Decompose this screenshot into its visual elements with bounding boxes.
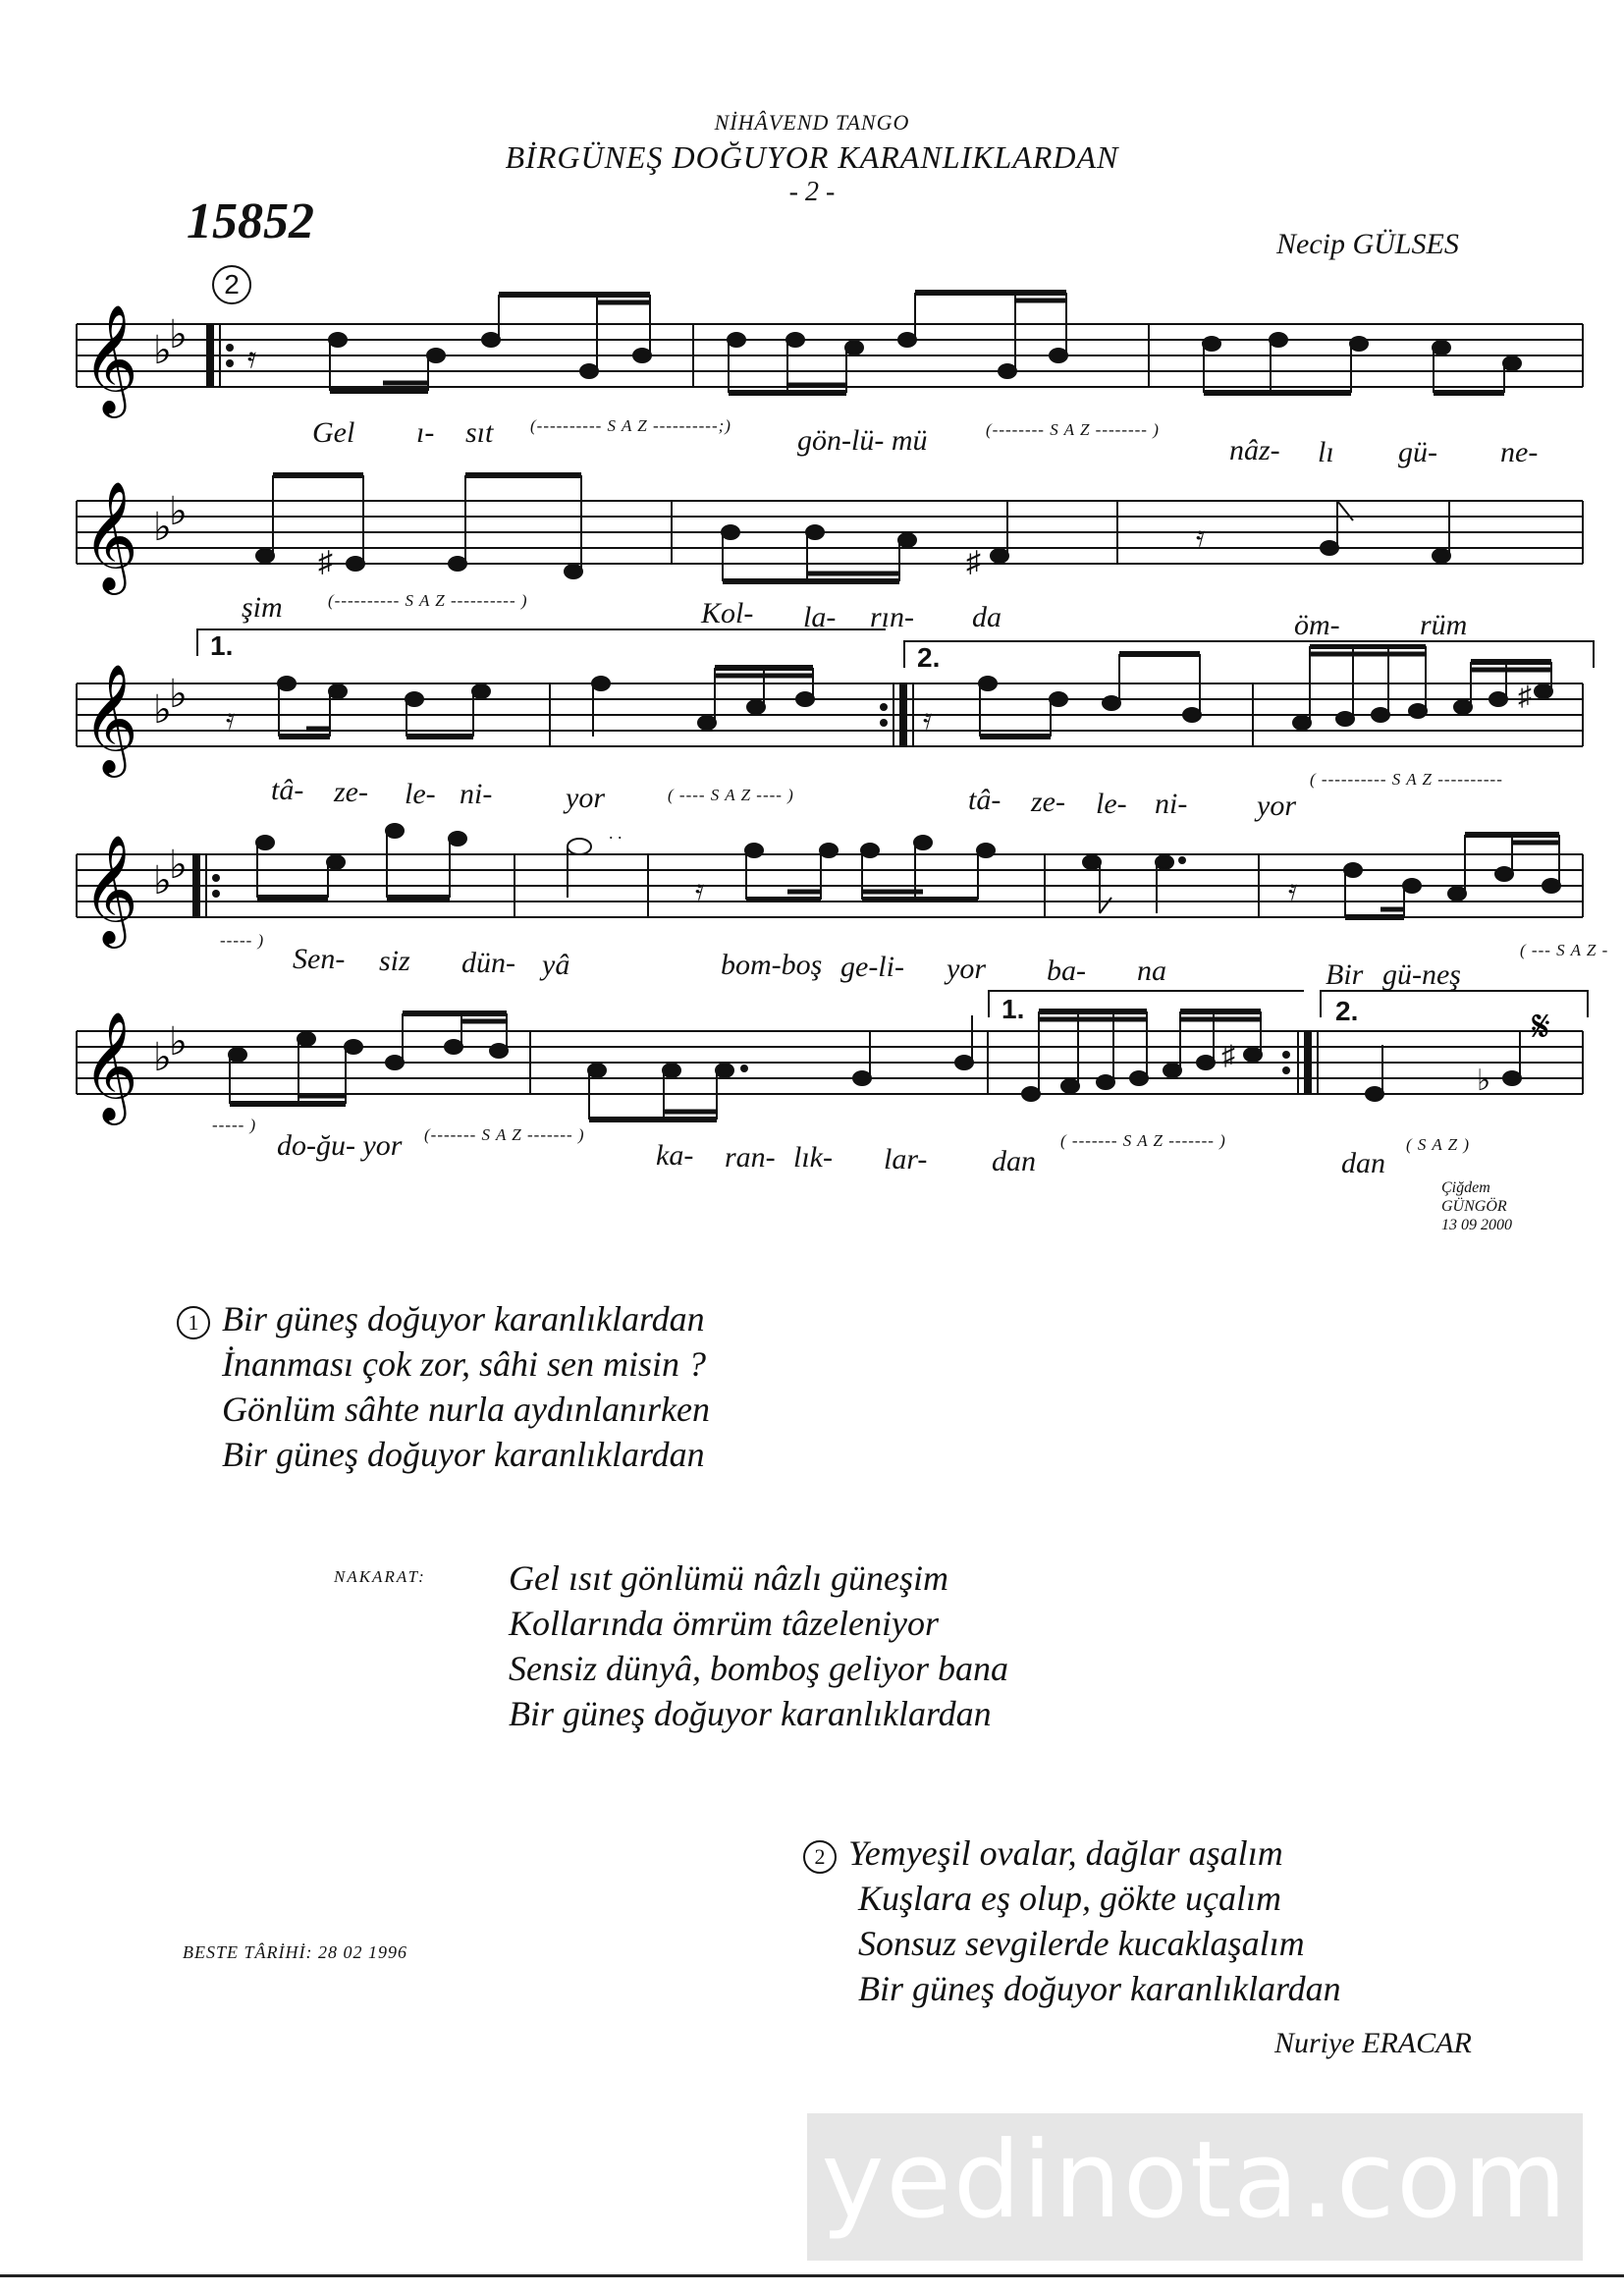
score-number: 15852 — [187, 193, 314, 249]
segno-icon: 𝄋 — [1532, 1002, 1550, 1052]
arranger-first-name: Çiğdem — [1441, 1179, 1490, 1196]
lyric: Gel — [312, 416, 355, 449]
treble-clef-icon: 𝄞 — [82, 303, 138, 413]
lyric: şim — [242, 591, 283, 624]
verse-2-line — [803, 1830, 1341, 1876]
flat-icon: ♭ — [153, 328, 172, 373]
saz-marking: (-------- S A Z -------- ) — [986, 420, 1160, 439]
flat-icon: ♭ — [169, 1019, 188, 1065]
lyric: gü-neş — [1382, 958, 1461, 991]
flat-icon: ♭ — [169, 489, 188, 534]
lyric: dan — [992, 1145, 1036, 1177]
volta-2-label: 2. — [1335, 996, 1359, 1026]
lyric: dan — [1341, 1147, 1385, 1179]
lyric: nâz- — [1229, 434, 1280, 466]
arranger-credit — [1441, 1178, 1512, 1234]
treble-clef-icon: 𝄞 — [82, 480, 138, 590]
rest-icon: 𝄿 — [247, 341, 257, 375]
saz-marking: ----- ) — [220, 931, 265, 950]
flat-icon: ♭ — [169, 312, 188, 357]
lyric: Sen- — [293, 943, 346, 975]
staff-2-svg — [59, 462, 1591, 609]
lyric: ne- — [1500, 436, 1539, 468]
verse-1-marker: 1 — [177, 1306, 210, 1339]
saz-marking: ( ---------- S A Z ---------- — [1310, 770, 1503, 789]
flat-icon: ♭ — [153, 1035, 172, 1080]
svg-text:♯: ♯ — [1518, 682, 1532, 712]
saz-marking: ( S A Z ) — [1406, 1135, 1471, 1154]
refrain-line: Gel ısıt gönlümü nâzlı güneşim — [509, 1558, 948, 1598]
staff-1 — [59, 285, 1591, 442]
svg-text:♯: ♯ — [966, 546, 981, 578]
lyric: ze- — [334, 776, 368, 808]
treble-clef-icon: 𝄞 — [82, 1010, 138, 1120]
refrain-line: Bir güneş doğuyor karanlıklardan — [509, 1694, 992, 1733]
lyric: rın- — [870, 601, 914, 633]
lyric: rüm — [1420, 609, 1468, 641]
genre-label: NİHÂVEND TANGO — [714, 110, 910, 135]
flat-icon: ♭ — [169, 843, 188, 888]
svg-text:𝄿: 𝄿 — [226, 702, 236, 737]
saz-marking: ( ---- S A Z ---- ) — [668, 786, 794, 804]
verse-2-line: Bir güneş doğuyor karanlıklardan — [858, 1969, 1341, 2008]
verse-2-line-text: Yemyeşil ovalar, dağlar aşalım — [848, 1833, 1283, 1873]
svg-text:𝄿: 𝄿 — [923, 702, 933, 737]
lyric: do-ğu- yor — [277, 1129, 403, 1162]
verse-2-marker: 2 — [803, 1840, 837, 1874]
verse-2-line: Kuşlara eş olup, gökte uçalım — [858, 1879, 1281, 1918]
svg-text:♯: ♯ — [1221, 1041, 1235, 1071]
lyric: ge-li- — [840, 951, 904, 983]
lyric: la- — [803, 601, 837, 633]
staff-4-svg — [59, 815, 1591, 962]
svg-text:𝄿: 𝄿 — [1196, 519, 1206, 554]
arranger-last-name: GÜNGÖR — [1441, 1198, 1507, 1215]
lyric: sıt — [465, 416, 494, 449]
volta-2-label: 2. — [917, 642, 941, 673]
verse-1-line: Gönlüm sâhte nurla aydınlanırken — [222, 1390, 710, 1429]
staff-5-svg — [59, 992, 1591, 1139]
svg-text:♯: ♯ — [318, 546, 333, 578]
lyric: ı- — [416, 416, 435, 449]
lyric: tâ- — [968, 784, 1001, 816]
verse-1-line: Bir güneş doğuyor karanlıklardan — [222, 1435, 705, 1474]
lyric: yor — [566, 782, 605, 814]
lyric: gü- — [1398, 436, 1437, 468]
lyric: tâ- — [271, 774, 304, 806]
staff-1-svg — [59, 285, 1591, 442]
lyric: yor — [1257, 790, 1296, 822]
lyric: ba- — [1047, 955, 1086, 987]
refrain-label: NAKARAT: — [334, 1567, 426, 1586]
refrain-line: Sensiz dünyâ, bomboş geliyor bana — [509, 1649, 1008, 1688]
lyric: öm- — [1294, 609, 1340, 641]
volta-1-label: 1. — [1001, 994, 1025, 1024]
lyric: ni- — [1155, 788, 1188, 820]
compose-date: BESTE TÂRİHİ: 28 02 1996 — [183, 1942, 407, 1962]
svg-text:𝄿: 𝄿 — [695, 873, 705, 907]
flat-icon: ♭ — [153, 687, 172, 733]
flat-icon: ♭ — [153, 858, 172, 903]
saz-marking: ----- ) — [212, 1116, 257, 1134]
flat-icon: ♭ — [153, 505, 172, 550]
treble-clef-icon: 𝄞 — [82, 834, 138, 944]
composer-name: Necip GÜLSES — [1276, 228, 1459, 260]
lyric: bom-boş — [721, 949, 823, 981]
flat-icon: ♭ — [169, 672, 188, 717]
lyric: siz — [379, 945, 410, 977]
verse-1-line — [177, 1296, 710, 1341]
lyric: ze- — [1031, 786, 1065, 818]
saz-marking: ( ------- S A Z ------- ) — [1060, 1131, 1226, 1150]
lyric: yâ — [542, 949, 570, 981]
lyric: lı — [1318, 436, 1334, 468]
svg-text:. .: . . — [609, 823, 623, 843]
lyric: ni- — [460, 778, 493, 810]
staff-2 — [59, 462, 1591, 609]
lyric: le- — [1096, 788, 1127, 820]
saz-marking: (------- S A Z ------- ) — [424, 1125, 585, 1144]
lyric: da — [972, 601, 1001, 633]
volta-1-label: 1. — [210, 630, 234, 661]
verse-1-line-text: Bir güneş doğuyor karanlıklardan — [222, 1299, 705, 1338]
lyric: Bir — [1326, 958, 1364, 991]
lyric: le- — [405, 778, 436, 810]
arranger-date: 13 09 2000 — [1441, 1217, 1512, 1233]
lyric: yor — [947, 953, 986, 985]
treble-clef-icon: 𝄞 — [82, 663, 138, 773]
saz-marking: (---------- S A Z ----------;) — [530, 416, 731, 435]
song-title: BİRGÜNEŞ DOĞUYOR KARANLIKLARDAN — [505, 139, 1119, 175]
saz-marking: ( --- S A Z - — [1520, 941, 1609, 959]
refrain-line: Kollarında ömrüm tâzeleniyor — [509, 1604, 939, 1643]
lyric: Kol- — [701, 597, 754, 629]
lyric: ran- — [725, 1141, 776, 1174]
lyric: ka- — [656, 1139, 694, 1172]
lyric: lık- — [793, 1141, 833, 1174]
page-number: - 2 - — [788, 177, 836, 207]
lyricist-name: Nuriye ERACAR — [1274, 2027, 1472, 2059]
svg-text:♭: ♭ — [1477, 1065, 1491, 1097]
lyric: lar- — [884, 1143, 928, 1175]
saz-marking: (---------- S A Z ---------- ) — [328, 591, 528, 610]
scan-border-line — [0, 2274, 1624, 2277]
verse-1-line: İnanması çok zor, sâhi sen misin ? — [222, 1344, 706, 1384]
staff-4 — [59, 815, 1591, 962]
section-mark-number: 2 — [224, 269, 240, 300]
lyric: dün- — [461, 947, 515, 979]
verse-2 — [803, 1830, 1341, 2011]
lyric: na — [1137, 955, 1166, 987]
lyric: gön-lü- mü — [797, 424, 928, 457]
staff-5 — [59, 992, 1591, 1139]
verse-1 — [177, 1296, 710, 1477]
refrain — [509, 1556, 1008, 1736]
watermark-text: yedinota.com — [821, 2119, 1569, 2242]
verse-2-line: Sonsuz sevgilerde kucaklaşalım — [858, 1924, 1305, 1963]
svg-text:𝄿: 𝄿 — [1288, 873, 1298, 907]
